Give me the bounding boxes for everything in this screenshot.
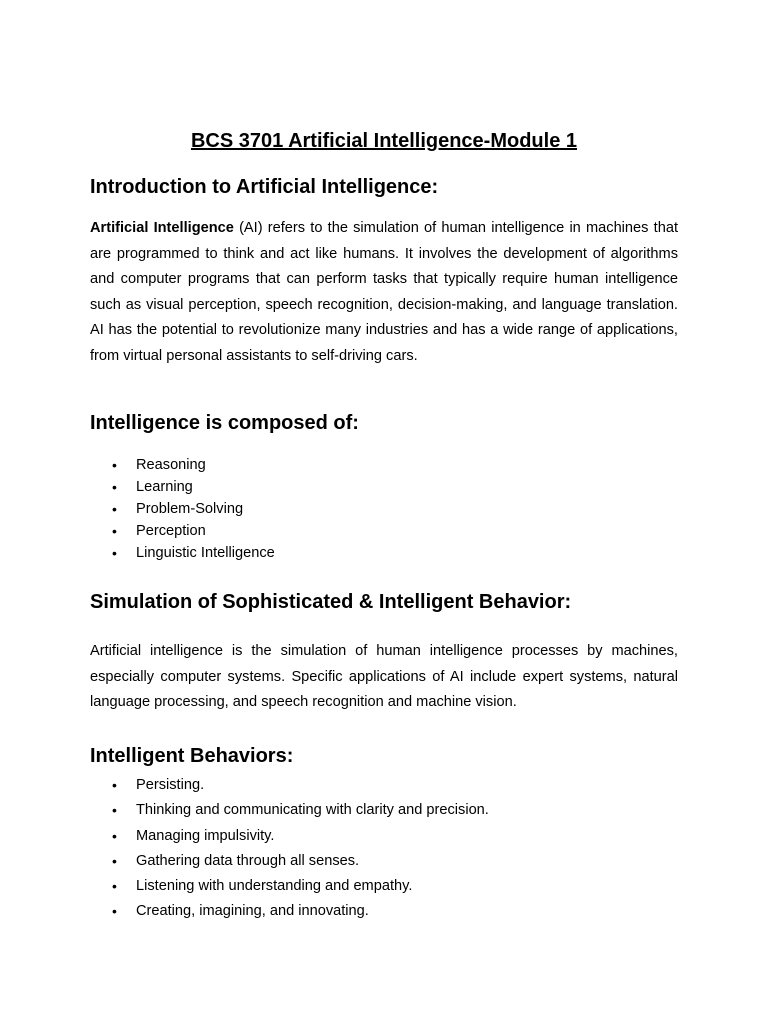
list-item: • Problem-Solving [90, 498, 678, 520]
bullet-icon: • [112, 903, 117, 920]
composition-heading: Intelligence is composed of: [90, 412, 359, 434]
bullet-icon: • [112, 523, 117, 539]
intro-paragraph [90, 216, 678, 369]
list-item: • Managing impulsivity. [90, 824, 678, 849]
bullet-icon: • [112, 479, 117, 495]
list-item: • Perception [90, 520, 678, 542]
list-item: • Listening with understanding and empathy. [90, 874, 678, 899]
list-item: • Reasoning [90, 454, 678, 476]
list-item: • Persisting. [90, 773, 678, 798]
composition-list [90, 454, 678, 564]
bullet-icon: • [112, 545, 117, 561]
document-title: BCS 3701 Artificial Intelligence-Module 1 [190, 130, 578, 152]
bullet-icon: • [112, 878, 117, 895]
bullet-icon: • [112, 827, 117, 844]
bullet-icon: • [112, 802, 117, 819]
bullet-icon: • [112, 777, 117, 793]
list-item: • Learning [90, 476, 678, 498]
list-item: • Thinking and communicating with clarity and precision. [90, 798, 678, 823]
bullet-icon: • [112, 852, 117, 869]
behaviors-list [90, 773, 678, 925]
intro-lead-term: Artificial Intelligence [90, 220, 234, 236]
list-item: • Gathering data through all senses. [90, 849, 678, 874]
bullet-icon: • [112, 457, 117, 473]
simulation-paragraph: Artificial intelligence is the simulation of human intelligence processes by machines, especially computer systems. Specific applications of AI include expert systems, natural language processing, and speech recognition and machine vision. [90, 643, 678, 710]
bullet-icon: • [112, 501, 117, 517]
intro-body-text: (AI) refers to the simulation of human intelligence in machines that are programmed to think and act like humans. It involves the development of algorithms and computer programs that can perform tasks that typically require human intelligence such as visual perception, speech recognition, decision-making, and language translation. AI has the potential to revolutionize many industries and has a wide range of applications, from virtual personal assistants to self-driving cars. [90, 220, 678, 364]
intro-heading: Introduction to Artificial Intelligence: [90, 176, 439, 198]
list-item: • Linguistic Intelligence [90, 542, 678, 564]
simulation-heading: Simulation of Sophisticated & Intelligent Behavior: [90, 591, 572, 613]
list-item: • Creating, imagining, and innovating. [90, 899, 678, 924]
behaviors-heading: Intelligent Behaviors: [90, 745, 294, 767]
